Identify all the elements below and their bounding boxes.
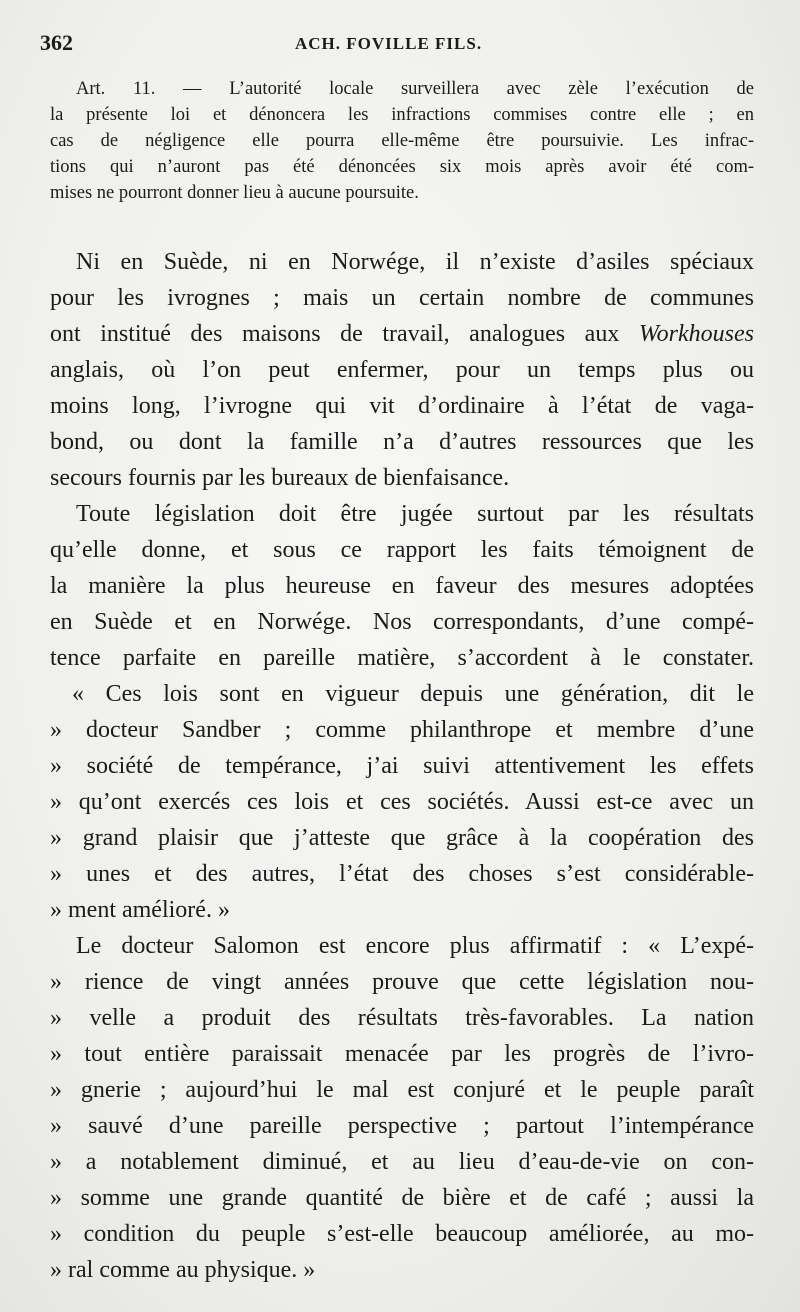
text-line: Art. 11. — L’autorité locale surveillera avec zèle l’exécution de	[76, 79, 754, 99]
workhouses-word: Workhouses	[638, 321, 754, 347]
text-line: Toute législation doit être jugée surtout par les résultats	[76, 501, 754, 527]
article-11-paragraph	[50, 76, 754, 206]
text-line: » grand plaisir que j’atteste que grâce à la coopération des	[50, 825, 754, 851]
text-line: anglais, où l’on peut enfermer, pour un temps plus ou	[50, 357, 754, 383]
text-line: » docteur Sandber ; comme philanthrope et membre d’une	[50, 717, 754, 743]
text-line: » qu’ont exercés ces lois et ces sociétés. Aussi est-ce avec un	[50, 789, 754, 815]
text-line: » condition du peuple s’est-elle beaucoup améliorée, au mo-	[50, 1221, 754, 1247]
text-line: « Ces lois sont en vigueur depuis une génération, dit le	[72, 681, 754, 707]
text-line: la présente loi et dénoncera les infractions commises contre elle ; en	[50, 105, 754, 125]
text-line: mises ne pourront donner lieu à aucune poursuite.	[50, 183, 419, 203]
text-line: cas de négligence elle pourra elle-même être poursuivie. Les infrac-	[50, 131, 754, 151]
text-line: pour les ivrognes ; mais un certain nombre de communes	[50, 285, 754, 311]
text-line: » ral comme au physique. »	[50, 1257, 316, 1283]
page-number: 362	[40, 30, 73, 55]
text-line: la manière la plus heureuse en faveur des mesures adoptées	[50, 573, 754, 599]
text-line: secours fournis par les bureaux de bienfaisance.	[50, 465, 510, 491]
text-line: tions qui n’auront pas été dénoncées six mois après avoir été com-	[50, 157, 754, 177]
text-line: » a notablement diminué, et au lieu d’eau-de-vie on con-	[50, 1149, 754, 1175]
text-line: » unes et des autres, l’état des choses s’est considérable-	[50, 861, 754, 887]
text-line: Le docteur Salomon est encore plus affirmatif : « L’expé-	[76, 933, 754, 959]
text-line: Ni en Suède, ni en Norwége, il n’existe d’asiles spéciaux	[76, 249, 754, 275]
text-line: » tout entière paraissait menacée par les progrès de l’ivro-	[50, 1041, 754, 1067]
text-line: » société de tempérance, j’ai suivi attentivement les effets	[50, 753, 754, 779]
text-line	[50, 316, 754, 352]
main-text	[50, 244, 754, 1288]
text-segment: ont institué des maisons de travail, analogues aux	[50, 321, 639, 347]
text-line: en Suède et en Norwége. Nos correspondants, d’une compé-	[50, 609, 754, 635]
text-line: » sauvé d’une pareille perspective ; partout l’intempérance	[50, 1113, 754, 1139]
text-line: » ment amélioré. »	[50, 897, 230, 923]
text-line: moins long, l’ivrogne qui vit d’ordinaire à l’état de vaga-	[50, 393, 754, 419]
text-line: qu’elle donne, et sous ce rapport les faits témoignent de	[50, 537, 754, 563]
running-head: ACH. FOVILLE FILS.	[295, 34, 483, 53]
text-line: tence parfaite en pareille matière, s’accordent à le constater.	[50, 645, 754, 671]
text-line: bond, ou dont la famille n’a d’autres ressources que les	[50, 429, 754, 455]
text-line: » somme une grande quantité de bière et de café ; aussi la	[50, 1185, 754, 1211]
text-line: » rience de vingt années prouve que cette législation nou-	[50, 969, 754, 995]
text-line: » velle a produit des résultats très-favorables. La nation	[50, 1005, 754, 1031]
page-header	[40, 30, 770, 60]
text-line: » gnerie ; aujourd’hui le mal est conjuré et le peuple paraît	[50, 1077, 754, 1103]
